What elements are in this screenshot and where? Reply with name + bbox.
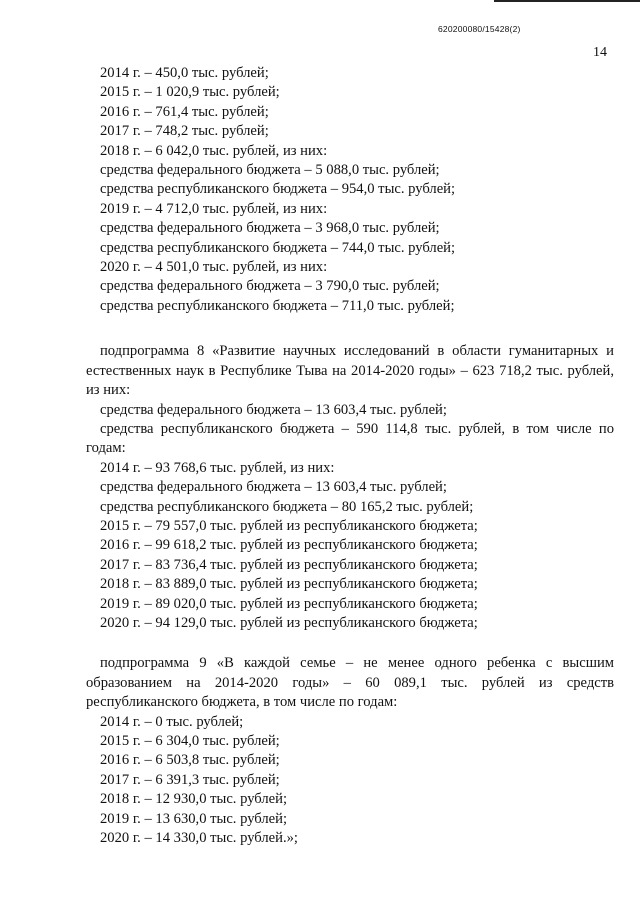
list-item: 2019 г. – 89 020,0 тыс. рублей из республиканского бюджета; bbox=[100, 595, 478, 612]
list-item: средства федерального бюджета – 5 088,0 тыс. рублей; bbox=[100, 162, 440, 179]
funding-by-year-list bbox=[86, 64, 614, 316]
subprogram-8-intro: подпрограмма 8 «Развитие научных исследований в области гуманитарных и естественных наук в Республике Тыва на 2014-2020 годы» – 623 718,2 тыс. рублей, из них: bbox=[86, 343, 614, 399]
list-item: средства республиканского бюджета – 80 165,2 тыс. рублей; bbox=[100, 498, 474, 515]
list-item: 2020 г. – 94 129,0 тыс. рублей из республиканского бюджета; bbox=[100, 614, 478, 631]
spacer bbox=[86, 316, 614, 342]
document-body bbox=[86, 64, 614, 848]
list-item: 2015 г. – 1 020,9 тыс. рублей; bbox=[100, 84, 280, 101]
list-item: 2014 г. – 0 тыс. рублей; bbox=[100, 713, 244, 730]
list-item: 2020 г. – 4 501,0 тыс. рублей, из них: bbox=[100, 259, 328, 276]
list-item: 2015 г. – 79 557,0 тыс. рублей из республиканского бюджета; bbox=[100, 517, 478, 534]
list-item: 2020 г. – 14 330,0 тыс. рублей.»; bbox=[100, 830, 298, 847]
document-id: 620200080/15428(2) bbox=[438, 24, 521, 34]
list-item: 2016 г. – 761,4 тыс. рублей; bbox=[100, 103, 269, 120]
list-item: средства федерального бюджета – 3 968,0 тыс. рублей; bbox=[100, 220, 440, 237]
list-item: средства федерального бюджета – 3 790,0 тыс. рублей; bbox=[100, 278, 440, 295]
list-item: средства федерального бюджета – 13 603,4 тыс. рублей; bbox=[100, 479, 447, 496]
list-item: средства республиканского бюджета – 711,0 тыс. рублей; bbox=[100, 297, 455, 314]
list-item: 2014 г. – 93 768,6 тыс. рублей, из них: bbox=[100, 459, 335, 476]
list-item: 2018 г. – 6 042,0 тыс. рублей, из них: bbox=[100, 142, 328, 159]
list-item: 2018 г. – 83 889,0 тыс. рублей из республиканского бюджета; bbox=[100, 576, 478, 593]
list-item: 2016 г. – 6 503,8 тыс. рублей; bbox=[100, 752, 280, 769]
subprogram-8-republic: средства республиканского бюджета – 590 114,8 тыс. рублей, в том числе по годам: bbox=[86, 420, 614, 457]
list-item: 2016 г. – 99 618,2 тыс. рублей из республиканского бюджета; bbox=[100, 537, 478, 554]
list-item: 2019 г. – 4 712,0 тыс. рублей, из них: bbox=[100, 200, 328, 217]
page-number: 14 bbox=[593, 45, 607, 60]
list-item: 2017 г. – 83 736,4 тыс. рублей из республиканского бюджета; bbox=[100, 556, 478, 573]
list-item: 2017 г. – 6 391,3 тыс. рублей; bbox=[100, 771, 280, 788]
subprogram-8-section bbox=[86, 342, 614, 633]
subprogram-9-section bbox=[86, 654, 614, 848]
list-item: средства республиканского бюджета – 954,0 тыс. рублей; bbox=[100, 181, 456, 198]
spacer bbox=[86, 633, 614, 654]
subprogram-8-federal: средства федерального бюджета – 13 603,4 тыс. рублей; bbox=[100, 401, 447, 418]
list-item: 2017 г. – 748,2 тыс. рублей; bbox=[100, 123, 269, 140]
list-item: 2019 г. – 13 630,0 тыс. рублей; bbox=[100, 810, 287, 827]
list-item: 2018 г. – 12 930,0 тыс. рублей; bbox=[100, 791, 287, 808]
subprogram-9-intro: подпрограмма 9 «В каждой семье – не менее одного ребенка с высшим образованием на 2014-2020 годы» – 60 089,1 тыс. рублей из средств республиканского бюджета, в том числе по годам: bbox=[86, 655, 614, 711]
top-rule bbox=[494, 0, 640, 2]
list-item: 2015 г. – 6 304,0 тыс. рублей; bbox=[100, 733, 280, 749]
list-item: 2014 г. – 450,0 тыс. рублей; bbox=[100, 65, 269, 81]
list-item: средства республиканского бюджета – 744,0 тыс. рублей; bbox=[100, 239, 456, 256]
